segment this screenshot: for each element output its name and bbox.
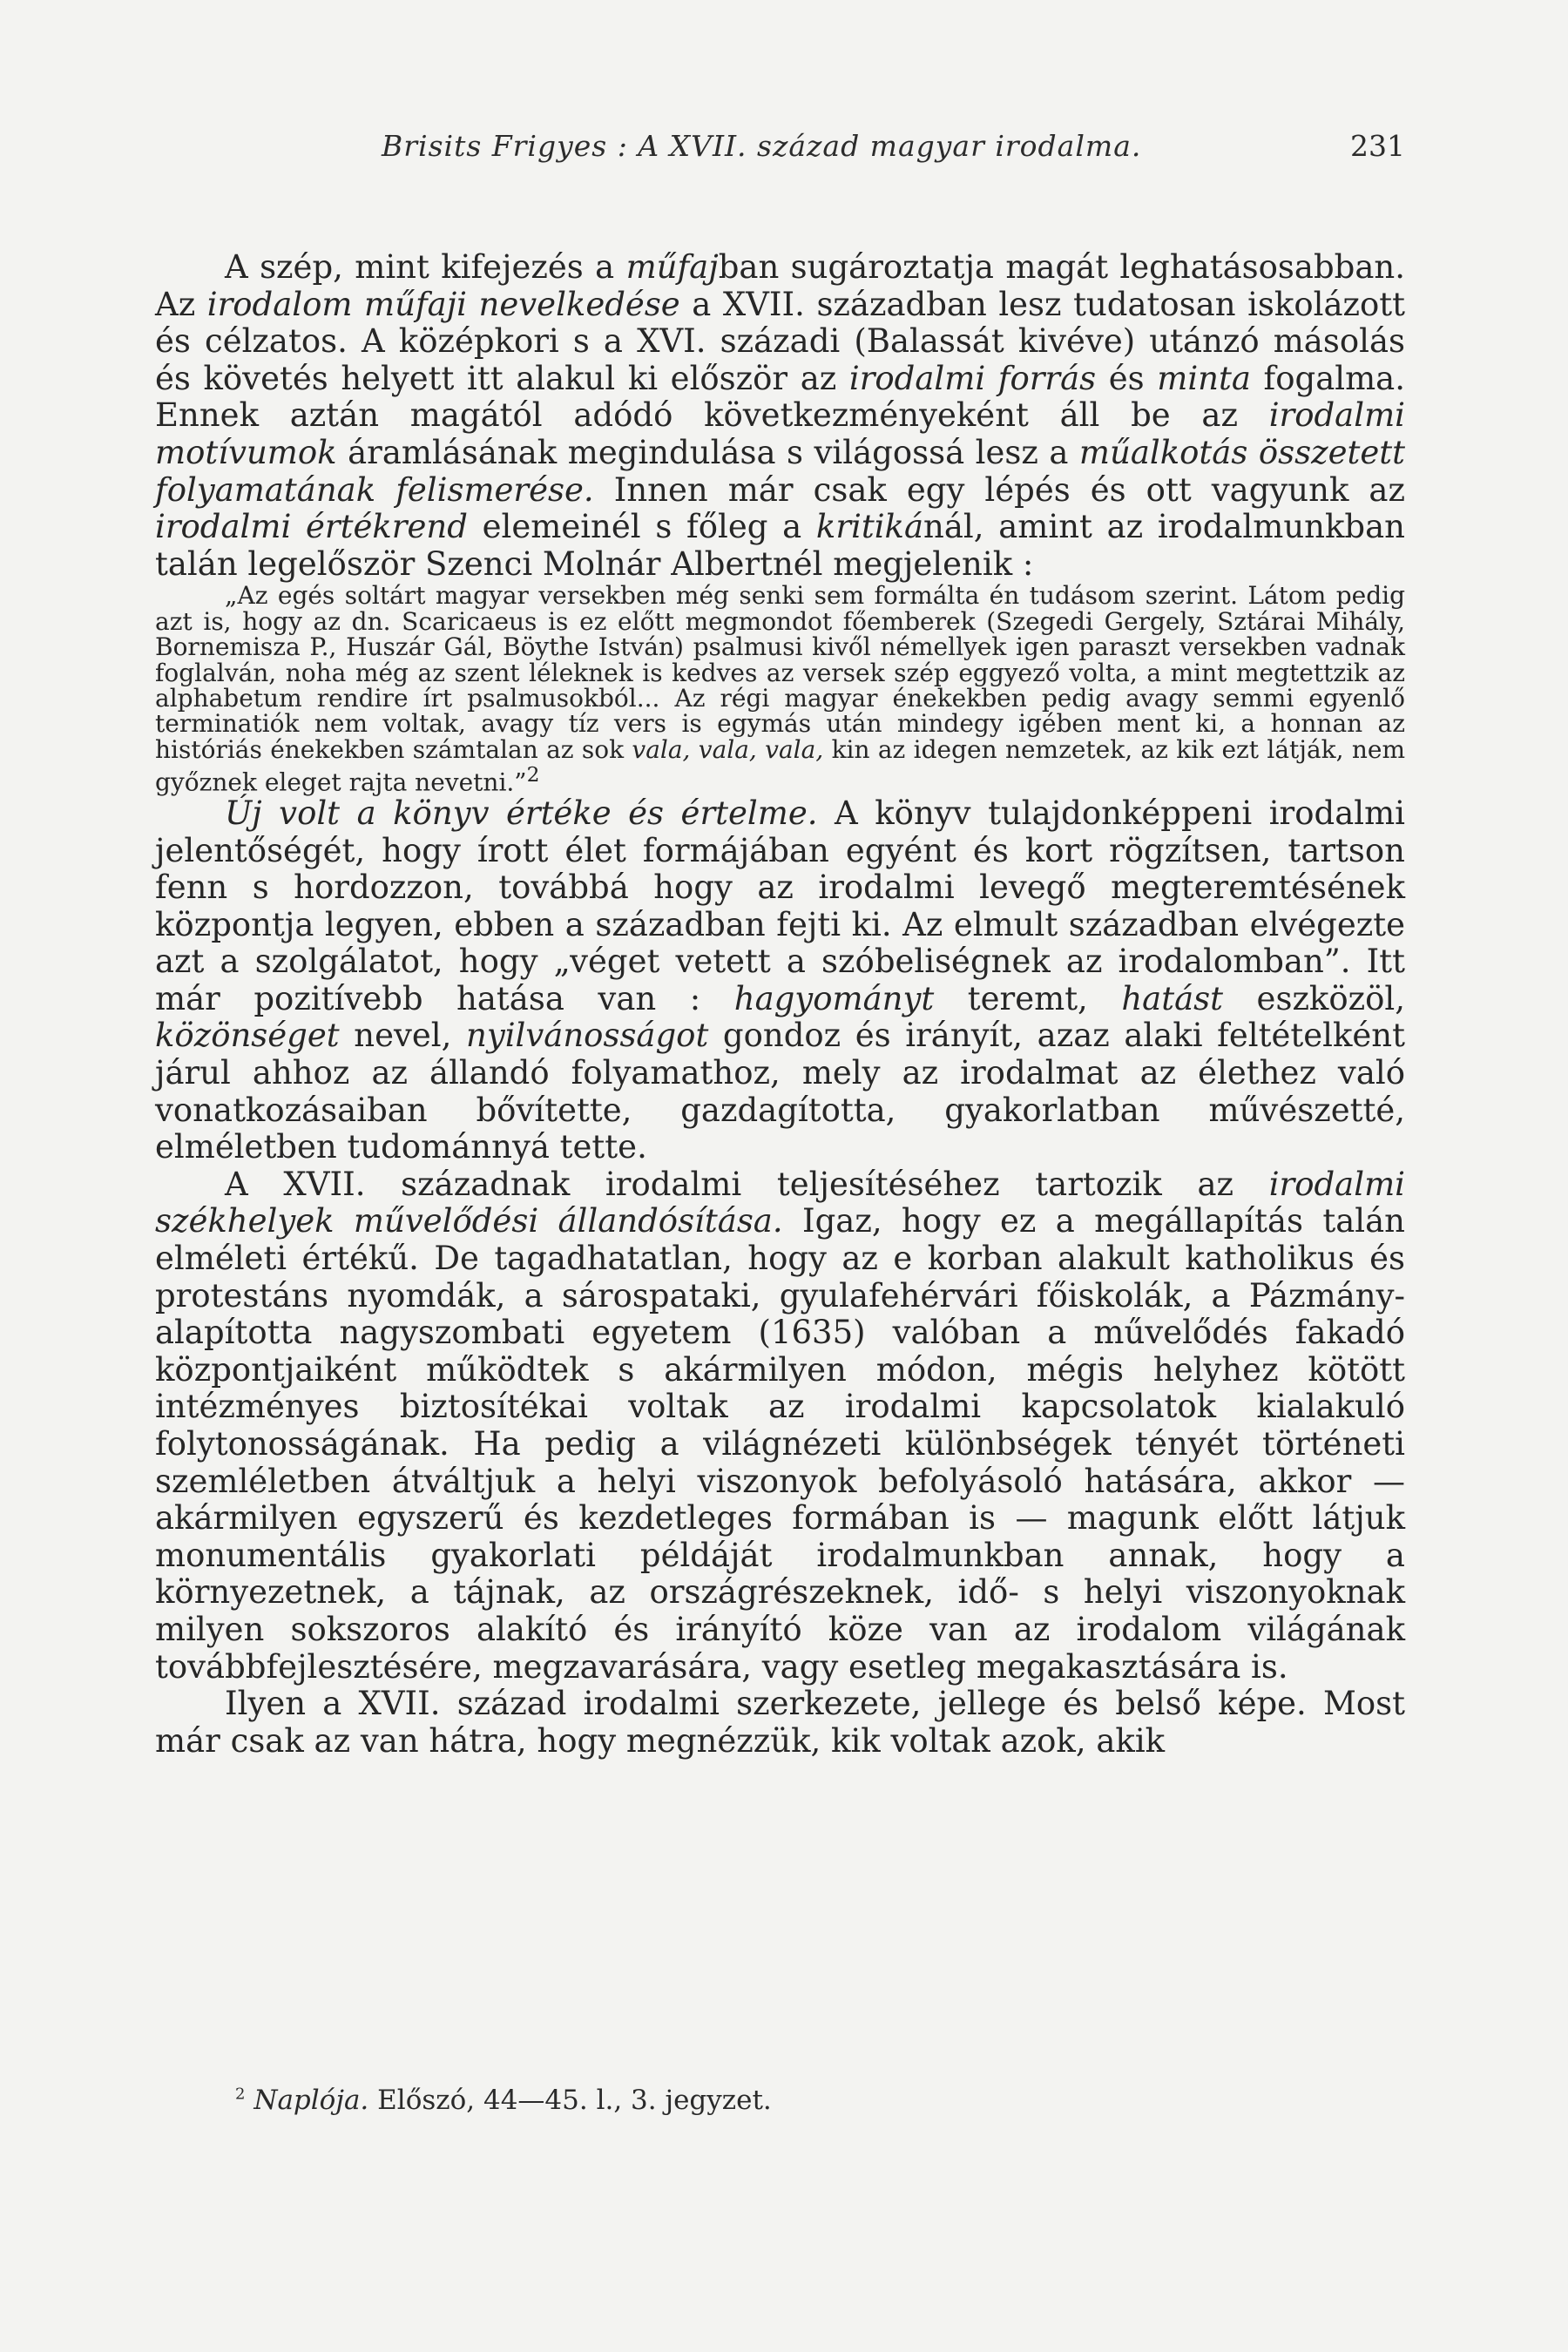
text-run: nevel, [339,1017,466,1055]
text-run: és [1096,359,1158,397]
text-run: Innen már csak egy lépés és ott vagyunk az [593,470,1405,509]
italic-run: vala, vala, vala, [632,734,824,764]
text-run: A XVII. századnak irodalmi teljesítéséhez tartozik az [225,1165,1269,1203]
page-number: 231 [1350,129,1405,163]
paragraph-4 [155,1686,1405,1760]
text-run: nál, amint az irodalmunkban talán legelőször Szenci Molnár Albertnél megjelenik : [155,508,1406,583]
footnote-reference: 2 [526,762,540,787]
footnote-marker: 2 [235,2085,246,2104]
text-run: Igaz, hogy ez a megállapítás talán elméleti értékű. De tagadhatatlan, hogy az e korban alakult katholikus és protestáns nyomdák, a sárospataki, gyulafehérvári főiskolák, a Pázmány-alapította nagyszombati egyetem (1635) valóban a művelődés fakadó központjaiként működtek s akármilyen módon, mégis helyhez kötött intézményes biztosítékai voltak az irodalmi kapcsolatok kialakuló folytonosságának. Ha pedig a világnézeti különbségek tényét történeti szemléletben átváltjuk a helyi viszonyok befolyásoló hatására, akkor — akármilyen egyszerű és kezdetleges formában is — magunk előtt látjuk monumentális gyakorlati példáját irodalmunkban annak, hogy a környezetnek, a tájnak, az országrészeknek, idő- s helyi viszonyoknak milyen sokszoros alakító és irányító köze van az irodalom világának továbbfejlesztésére, megzavarására, vagy esetleg megakasztására is. [155,1202,1405,1686]
text-run: A szép, mint kifejezés a [225,248,626,286]
italic-run: hagyományt [733,979,935,1017]
footnote [235,2085,772,2116]
italic-run: irodalmi székhelyek művelődési állandósítása. [155,1165,1405,1240]
text-run: „Az egés soltárt magyar versekben még senki sem formálta én tudásom szerint. Látom pedig azt is, hogy az dn. Scaricaeus is ez előtt megmondot főemberek (Szegedi Gergely, Sztárai Mihály, Bornemisza P., Huszár Gál, Böythe István) psalmusi kivől némellyek igen paraszt versekben vadnak foglalván, noha még az szent léleknek is kedves az versek szép eggyező volta, a mint megtettzik az alphabetum rendire írt psalmusokból... Az régi magyar énekekben pedig avagy semmi egyenlő terminatiók nem voltak, avagy tíz vers is egymás után mindegy igében ment ki, a honnan az históriás énekekben számtalan az sok [155,581,1405,764]
text-run: Ilyen a XVII. század irodalmi szerkezete, jellege és belső képe. Most már csak az van hátra, hogy megnézzük, kik voltak azok, akik [155,1685,1405,1760]
text-run: fogalma. Ennek aztán magától adódó következményeként áll be az [155,359,1405,435]
body-text [155,249,1405,1760]
italic-run: minta [1157,359,1251,397]
running-title: Brisits Frigyes : A XVII. század magyar irodalma. [382,129,1142,163]
italic-run: közönséget [155,1017,340,1055]
paragraph-2 [155,795,1405,1166]
italic-run: Naplója. [253,2085,369,2116]
italic-run: műfaj [625,248,719,286]
italic-run: irodalmi forrás [848,359,1097,397]
text-run: Előszó, 44—45. l., 3. jegyzet. [368,2085,772,2116]
text-run: a XVII. században lesz tudatosan iskolázott és célzatos. A középkori s a XVI. századi (Balassát kivéve) utánzó másolás és követés helyett itt alakul ki először az [155,285,1406,397]
text-run: A könyv tulajdonképpeni irodalmi jelentőségét, hogy írott élet formájában egyént és kort rögzítsen, tartson fenn s hordozzon, továbbá hogy az irodalmi levegő megteremtésének központja legyen, ebben a században fejti ki. Az elmult században elvégezte azt a szolgálatot, hogy „véget vetett a szóbeliségnek az irodalomban”. Itt már pozitívebb hatása van : [155,794,1406,1017]
block-quote [155,583,1405,795]
text-run: kin az idegen nemzetek, az kik ezt látják, nem győznek eleget rajta nevetni.” [155,734,1405,797]
italic-run: irodalmi motívumok [155,396,1405,471]
italic-run: nyilvánosságot [465,1017,709,1055]
text-run: eszközöl, [1223,979,1405,1017]
text-run: elemeinél s főleg a [467,508,816,546]
text-run: gondoz és irányít, azaz alaki feltételként járul ahhoz az állandó folyamathoz, mely az irodalmat az élethez való vonatkozásaiban bővítette, gazdagította, gyakorlatban művészetté, elméletben tudománnyá tette. [155,1017,1405,1166]
paragraph-1 [155,249,1405,583]
italic-run: Új volt a könyv értéke és értelme. [225,794,818,832]
italic-run: kritiká [815,508,924,546]
italic-run: műalkotás összetett folyamatának felismerése. [155,433,1405,509]
page-header [155,129,1405,172]
italic-run: hatást [1121,979,1224,1017]
italic-run: irodalmi értékrend [155,508,468,546]
text-run: teremt, [934,979,1122,1017]
text-run: ban sugároztatja magát leghatásosabban. Az [155,248,1405,323]
text-run: áramlásának megindulása s világossá lesz a [336,433,1079,471]
italic-run: irodalom műfaji nevelkedése [206,285,680,323]
paragraph-3 [155,1166,1405,1686]
